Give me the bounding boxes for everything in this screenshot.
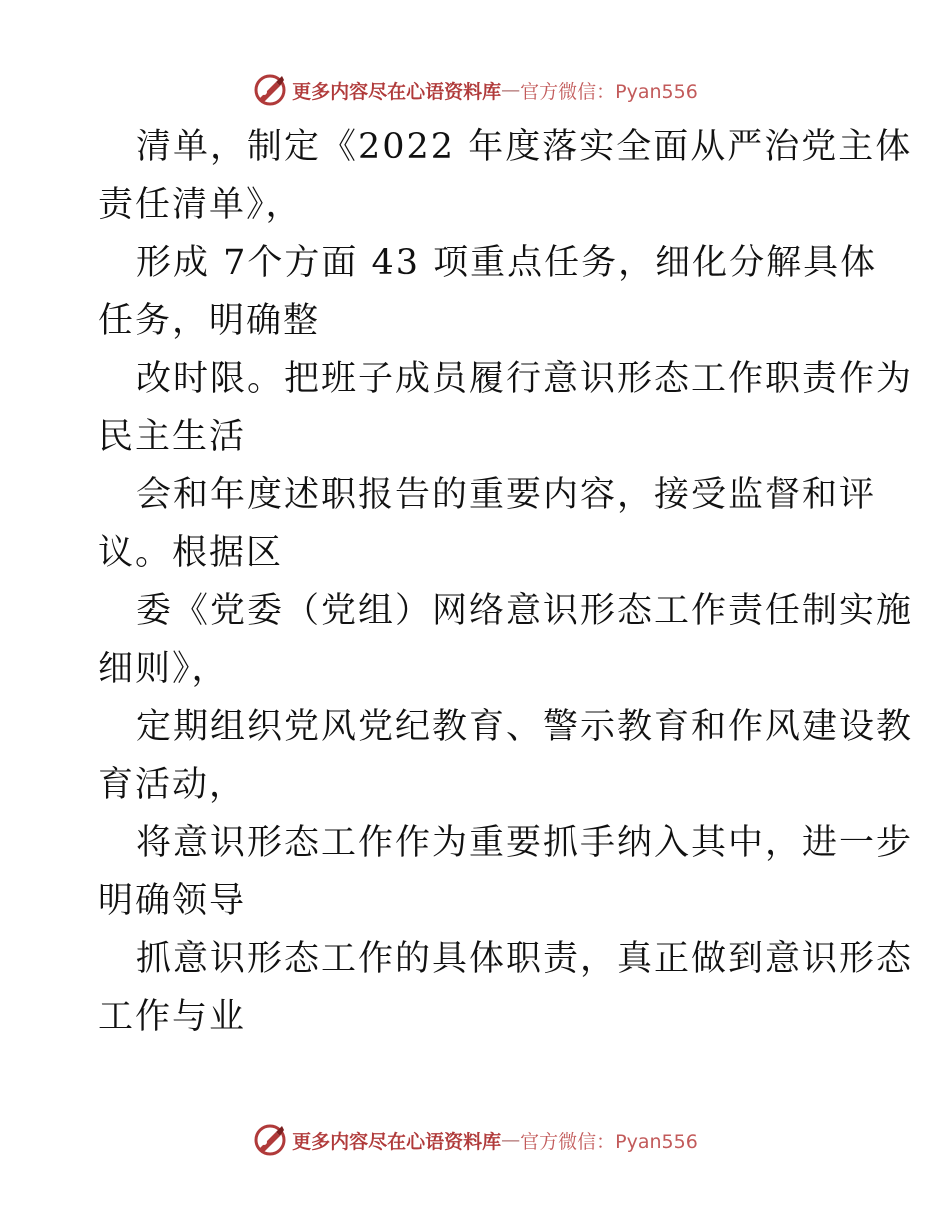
body-line: 抓意识形态工作的具体职责，真正做到意识形态 xyxy=(136,939,914,979)
header-banner xyxy=(0,70,950,110)
body-line: 议。根据区 xyxy=(98,533,284,573)
body-line: 责任清单》， xyxy=(98,185,303,225)
body-line: 改时限。把班子成员履行意识形态工作职责作为 xyxy=(136,359,914,399)
footer-site-text: 更多内容尽在心语资料库 xyxy=(292,1130,502,1153)
body-line: 委《党委（党组）网络意识形态工作责任制实施 xyxy=(136,591,914,631)
body-line: 将意识形态工作作为重要抓手纳入其中，进一步 xyxy=(136,823,914,863)
document-body xyxy=(98,118,914,1046)
footer-wechat-text: 官方微信：Pyan556 xyxy=(520,1130,698,1153)
body-line: 任务，明确整 xyxy=(98,301,321,341)
pen-logo-icon xyxy=(252,1122,288,1158)
body-line: 民主生活 xyxy=(98,417,247,457)
body-line: 定期组织党风党纪教育、警示教育和作风建设教 xyxy=(136,707,914,747)
body-line: 形成 7个方面 43 项重点任务，细化分解具体 xyxy=(136,243,878,283)
header-separator: — xyxy=(501,79,521,101)
body-line: 明确领导 xyxy=(98,881,247,921)
footer-separator: — xyxy=(501,1129,521,1151)
body-line: 清单，制定《2022 年度落实全面从严治党主体 xyxy=(136,127,913,167)
body-line: 工作与业 xyxy=(98,997,247,1037)
pen-logo-icon xyxy=(252,72,288,108)
footer-banner xyxy=(0,1120,950,1160)
body-line: 细则》， xyxy=(98,649,229,689)
header-site-text: 更多内容尽在心语资料库 xyxy=(292,80,502,103)
body-line: 会和年度述职报告的重要内容，接受监督和评 xyxy=(136,475,877,515)
body-line: 育活动， xyxy=(98,765,247,805)
header-wechat-text: 官方微信：Pyan556 xyxy=(520,80,698,103)
